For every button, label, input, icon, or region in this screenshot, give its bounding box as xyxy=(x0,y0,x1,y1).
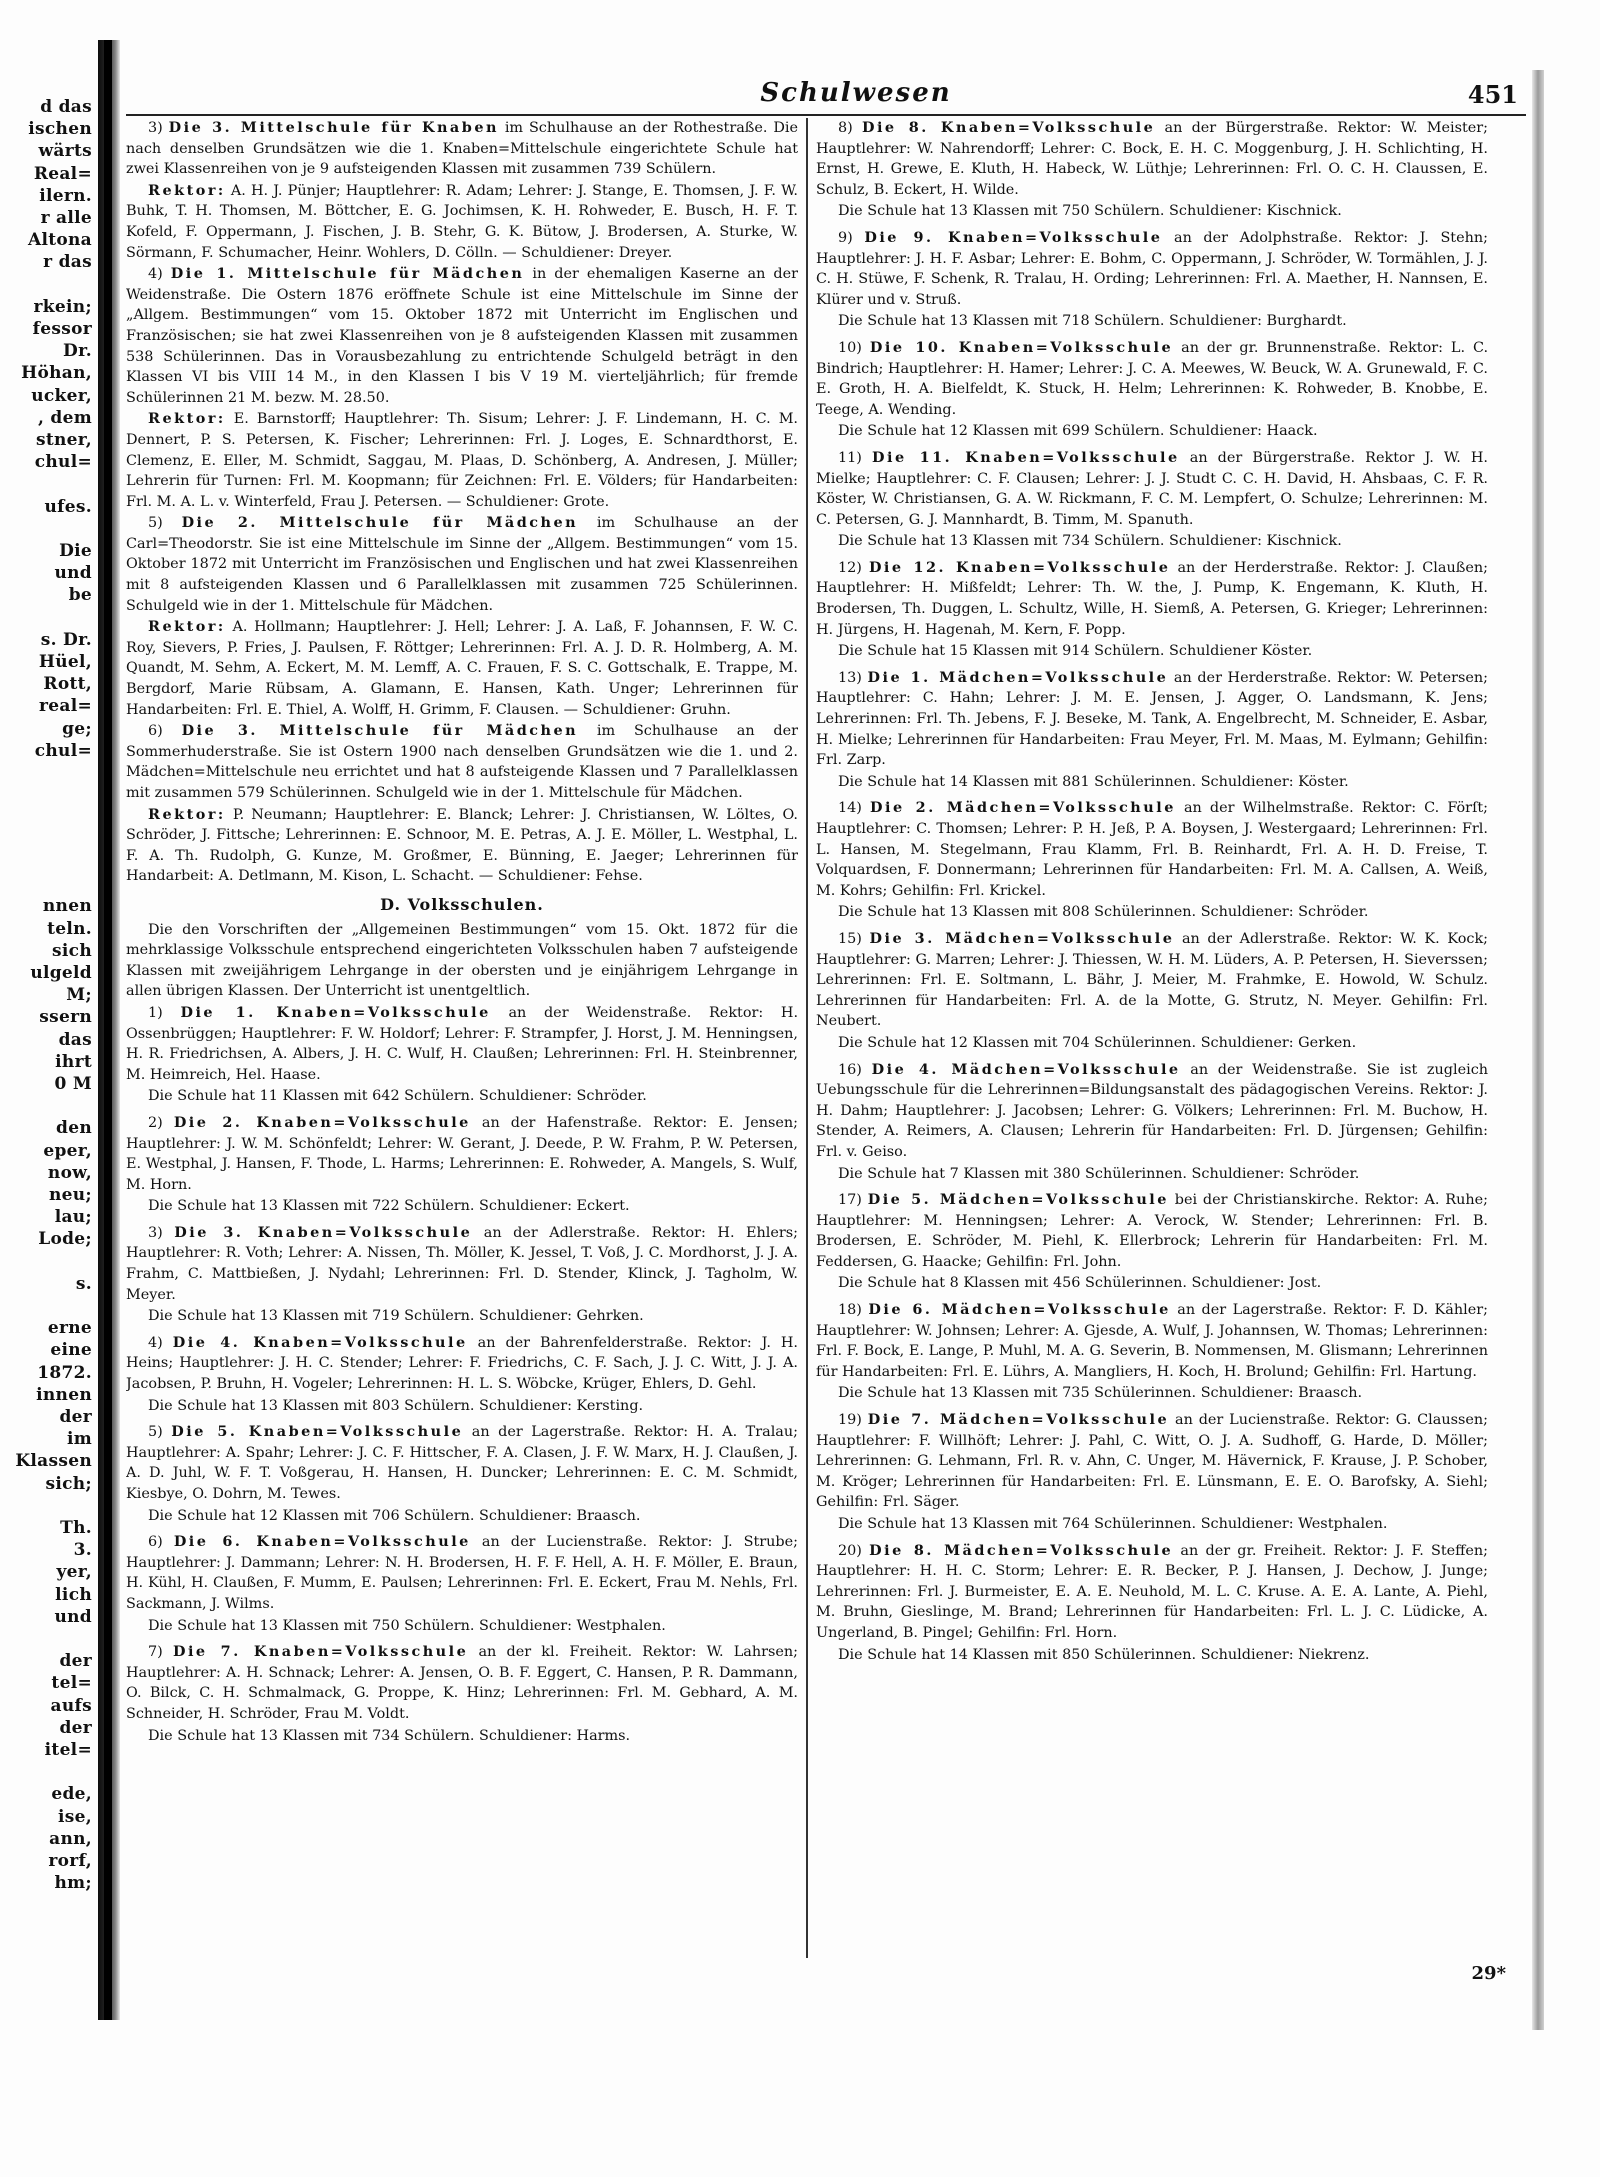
school-stats: Die Schule hat 13 Klassen mit 735 Schülerinnen. Schuldiener: Braasch. xyxy=(838,1385,1363,1402)
margin-fragment-line: erne xyxy=(47,1318,92,1339)
school-stats: Die Schule hat 13 Klassen mit 750 Schülern. Schuldiener: Kischnick. xyxy=(838,203,1342,220)
school-paragraph xyxy=(126,264,798,408)
school-stats: Die Schule hat 12 Klassen mit 699 Schülern. Schuldiener: Haack. xyxy=(838,423,1318,440)
entry-text: an der Bahrenfelderstraße. Rektor: J. H. Heins; Hauptlehrer: J. H. C. Stender; Lehrer: F. Friedrichs, C. F. Sach, J. J. C. Witt, J. J. A. Jacobsen, P. Bruhn, H. Vogeler; Lehrerinnen: H. L. S. Wöbcke, Krüger, Ehlers, D. Gehl. xyxy=(126,1334,798,1393)
margin-fragment-line: Klassen xyxy=(15,1451,92,1472)
entry-text: im Schulhause an der Sommerhuderstraße. Sie ist Ostern 1900 nach denselben Grundsätzen wie die 1. und 2. Mädchen=Mittelschule neu errichtet und hat 8 aufsteigende Klassen und 7 Parallelklassen mit zusammen 579 Schülerinnen. Schulgeld wie in der 1. Mittelschule für Mädchen. xyxy=(126,723,798,801)
entry-number: 14) xyxy=(838,800,862,817)
margin-fragment-line: teln. xyxy=(47,918,92,939)
school-stats: Die Schule hat 13 Klassen mit 722 Schülern. Schuldiener: Eckert. xyxy=(148,1198,630,1215)
entry-number: 6) xyxy=(148,723,163,740)
entry-name: Die 3. Mittelschule für Mädchen xyxy=(181,722,579,740)
school-entry xyxy=(816,118,1488,200)
entry-text: an der Hafenstraße. Rektor: E. Jensen; Hauptlehrer: J. W. M. Schönfeldt; Lehrer: W. Gerant, J. Deede, P. W. Frahm, P. W. Petersen, E. Westphal, J. Hansen, F. Thode, L. Harms; Lehrerinnen: E. Rohweder, A. Mangels, S. Wulf, M. Horn. xyxy=(126,1114,798,1193)
entry-name: Die 3. Mittelschule für Knaben xyxy=(168,119,499,136)
entry-number: 2) xyxy=(148,1114,163,1131)
left-column xyxy=(126,118,798,1958)
entry-name: Die 9. Knaben=Volksschule xyxy=(864,228,1163,246)
margin-fragment-line: real= xyxy=(39,696,92,717)
margin-fragment-line xyxy=(0,518,92,540)
school-stats: Die Schule hat 13 Klassen mit 803 Schülern. Schuldiener: Kersting. xyxy=(148,1397,644,1414)
margin-fragment-line: ischen xyxy=(28,119,92,140)
school-paragraph xyxy=(126,118,798,180)
school-entry xyxy=(816,1541,1488,1644)
school-entry xyxy=(816,338,1488,420)
margin-fragment-line: ilern. xyxy=(39,185,92,206)
school-entry xyxy=(816,558,1488,640)
margin-fragment-line: ulgeld xyxy=(30,962,92,983)
margin-fragment-line xyxy=(0,1628,92,1650)
entry-text: an der Adlerstraße. Rektor: H. Ehlers; Hauptlehrer: R. Voth; Lehrer: A. Nissen, Th. Möller, K. Jessel, T. Voß, J. C. Mordhorst, J. J. A. Frahm, C. Mattbießen, J. Nydahl; Lehrerinnen: Frl. D. Stender, Klinck, J. Tagholm, W. Meyer. xyxy=(126,1224,798,1303)
signature-mark: 29* xyxy=(1471,1963,1506,1984)
section-heading: D. Volksschulen. xyxy=(380,894,544,914)
margin-fragment-line: 0 M xyxy=(54,1073,92,1094)
school-stats: Die Schule hat 13 Klassen mit 719 Schülern. Schuldiener: Gehrken. xyxy=(148,1308,644,1325)
entry-name: Die 2. Knaben=Volksschule xyxy=(173,1113,471,1131)
entry-text: in der ehemaligen Kaserne an der Weidenstraße. Die Ostern 1876 eröffnete Schule ist eine Mittelschule im Sinne der „Allgem. Bestimmungen“ vom 15. Oktober 1872 mit Unterricht im Englischen und Französischen; sie hat zwei Klassenreihen von je 8 aufsteigenden Klassen mit zusammen 538 Schülerinnen. Das in Vorausbezahlung zu entrichtende Schulgeld beträgt in den Klassen VI bis VIII 14 M., in den Klassen I bis V 19 M. vierteljährlich; für fremde Schülerinnen 21 M. bezw. M. 28.50. xyxy=(126,266,798,406)
margin-fragment-line xyxy=(0,829,92,851)
margin-fragment-line: sich xyxy=(52,940,92,961)
margin-fragment-line: eper, xyxy=(43,1140,92,1161)
entry-text: an der Wilhelmstraße. Rektor: C. Förſt; Hauptlehrer: C. Thomsen; Lehrer: P. H. Jeß, P. A. Boysen, J. Westergaard; Lehrerinnen: Frl. L. Hansen, M. Stegelmann, Frau Klamm, Frl. B. Reinhardt, Frl. A. H. D. Freise, T. Volquardsen, F. Donnermann; Lehrerinnen für Handarbeiten: Frl. M. A. Callsen, A. Weiß, M. Kohrs; Gehilfin: Frl. Krickel. xyxy=(816,800,1488,899)
margin-fragment-line: , dem xyxy=(37,407,92,428)
entry-name: Die 1. Mittelschule für Mädchen xyxy=(170,265,525,283)
margin-fragment-line: Real= xyxy=(33,163,92,184)
margin-fragment-line: now, xyxy=(47,1162,92,1183)
column-divider xyxy=(806,118,808,1958)
margin-fragment-line: Altona xyxy=(27,230,92,251)
margin-fragment-line: lich xyxy=(55,1584,92,1605)
margin-fragment-line: Lode; xyxy=(38,1229,92,1250)
margin-fragment-line: Dr. xyxy=(63,341,92,362)
entry-text: an der gr. Freiheit. Rektor: J. F. Steffen; Hauptlehrer: H. H. C. Storm; Lehrer: E. R. Becker, P. J. Hansen, J. Dechow, J. Junge; Lehrerinnen: Frl. J. Burmeister, E. A. E. Neuhold, M. L. C. Kruse. A. E. A. Lante, A. Piehl, M. Bruhn, Gieslinge, M. Brand; Lehrerinnen für Handarbeiten: Frl. L. J. C. Lüdicke, A. Ungerland, B. Pingel; Gehilfin: Frl. Horn. xyxy=(816,1542,1488,1641)
entry-name: Die 5. Mädchen=Volksschule xyxy=(867,1191,1169,1209)
entry-name: Die 2. Mädchen=Volksschule xyxy=(870,799,1176,817)
entry-name: Die 6. Mädchen=Volksschule xyxy=(868,1301,1171,1319)
school-paragraph xyxy=(126,721,798,803)
school-paragraph xyxy=(126,181,798,263)
entry-name: Die 4. Knaben=Volksschule xyxy=(172,1333,468,1351)
entry-text: an der Herderstraße. Rektor: W. Petersen; Hauptlehrer: C. Hahn; Lehrer: J. M. E. Jensen, J. Agger, O. Landsmann, K. Jens; Lehrerinnen: Frl. Th. Jebens, F. J. Beseke, M. Tank, A. Engelbrecht, M. Schneider, E. Asbar, H. Mielke; Lehrerinnen für Handarbeiten: Frau Meyer, Frl. M. Maas, M. Eylmann; Gehilfin: Frl. Zarp. xyxy=(816,669,1488,769)
margin-fragment-line xyxy=(0,274,92,296)
margin-fragment-line: aufs xyxy=(50,1695,92,1716)
margin-fragment-line: d das xyxy=(40,97,92,117)
entry-name: Die 11. Knaben=Volksschule xyxy=(872,448,1180,466)
margin-fragment-line xyxy=(0,1495,92,1517)
margin-fragment-line xyxy=(0,1251,92,1273)
margin-fragment-line: yer, xyxy=(56,1562,92,1583)
margin-fragment-line: Höhan, xyxy=(21,363,92,384)
entry-name: Rektor: xyxy=(148,181,226,199)
margin-fragment-line: den xyxy=(56,1118,92,1139)
margin-fragment-line: eine xyxy=(50,1340,92,1361)
entry-name: Die 1. Mädchen=Volksschule xyxy=(867,668,1169,686)
school-entry xyxy=(816,228,1488,310)
entry-number: 4) xyxy=(148,1334,163,1351)
entry-number: 7) xyxy=(148,1644,163,1661)
entry-number: 5) xyxy=(148,1424,163,1441)
school-paragraph xyxy=(126,805,798,887)
entry-number: 19) xyxy=(838,1412,862,1429)
entry-text: im Schulhause an der Carl=Theodorstr. Sie ist eine Mittelschule im Sinne der „Allgem. Bestimmungen“ vom 15. Oktober 1872 mit Unterricht im Französischen und Englischen und hat zwei Klassenreihen mit 8 aufsteigenden Klassen und 6 Parallelklassen mit zusammen 725 Schülerinnen. Schulgeld wie in der 1. Mittelschule für Mädchen. xyxy=(126,515,798,614)
school-paragraph xyxy=(126,409,798,512)
margin-fragment-line: wärts xyxy=(38,141,92,162)
school-stats: Die Schule hat 14 Klassen mit 850 Schülerinnen. Schuldiener: Niekrenz. xyxy=(838,1646,1370,1663)
entry-text: A. H. J. Pünjer; Hauptlehrer: R. Adam; Lehrer: J. Stange, E. Thomsen, J. F. W. Buhk, T. H. Thomsen, M. Böttcher, E. G. Jochimsen, K. H. Rohweder, E. Busch, H. F. T. Kofeld, F. Oppermann, J. Fischen, J. B. Stehr, G. K. Bütow, J. Brodersen, A. Sturke, W. Sörmann, F. Schumacher, Heinr. Wohlers, D. Cölln. — Schuldiener: Dreyer. xyxy=(126,182,798,261)
right-column xyxy=(816,118,1488,1958)
margin-fragment-line: hm; xyxy=(54,1873,92,1894)
margin-fragment-line xyxy=(0,473,92,495)
entry-text: bei der Christianskirche. Rektor: A. Ruhe; Hauptlehrer: M. Henningsen; Lehrer: A. Verock, W. Stender; Lehrerinnen: Frl. B. Brodersen, E. Schröder, M. Piehl, K. Ellerbrock; Lehrerin für Handarbeiten: Frl. M. Feddersen, G. Haacke; Gehilfin: Frl. John. xyxy=(816,1192,1488,1270)
entry-name: Die 2. Mittelschule für Mädchen xyxy=(181,514,579,532)
entry-text: an der Weidenstraße. Sie ist zugleich Uebungsschule für die Lehrerinnen=Bildungsanstalt des pädagogischen Vereins. Rektor: J. H. Dahm; Hauptlehrer: J. Jacobsen; Lehrer: G. Völkers; Lehrerinnen: Frl. M. Buchow, H. Stender, A. Reimers, A. Clausen; Lehrerin für Handarbeiten: Frl. D. Jürgensen; Gehilfin: Frl. v. Geiso. xyxy=(816,1061,1488,1160)
margin-fragment-line: 3. xyxy=(73,1540,92,1561)
school-stats: Die Schule hat 12 Klassen mit 706 Schülern. Schuldiener: Braasch. xyxy=(148,1507,641,1524)
entry-name: Die 7. Knaben=Volksschule xyxy=(172,1643,469,1661)
school-stats: Die Schule hat 7 Klassen mit 380 Schülerinnen. Schuldiener: Schröder. xyxy=(838,1165,1360,1182)
margin-fragment-line xyxy=(0,1761,92,1783)
school-stats: Die Schule hat 13 Klassen mit 750 Schülern. Schuldiener: Westphalen. xyxy=(148,1617,666,1634)
school-entry xyxy=(816,1410,1488,1513)
running-head xyxy=(126,74,1526,118)
margin-fragment-line: sich; xyxy=(45,1473,92,1494)
school-stats: Die Schule hat 13 Klassen mit 808 Schülerinnen. Schuldiener: Schröder. xyxy=(838,904,1369,921)
school-stats: Die Schule hat 13 Klassen mit 734 Schülern. Schuldiener: Kischnick. xyxy=(838,533,1342,550)
school-entry xyxy=(816,1300,1488,1382)
margin-fragment-line xyxy=(0,851,92,873)
entry-name: Die 3. Mädchen=Volksschule xyxy=(869,929,1175,947)
margin-fragment-line: stner, xyxy=(35,430,92,451)
school-stats: Die Schule hat 13 Klassen mit 734 Schülern. Schuldiener: Harms. xyxy=(148,1727,631,1744)
margin-fragment-line: itel= xyxy=(44,1740,92,1761)
entry-number: 5) xyxy=(148,515,163,532)
margin-fragment-line: und xyxy=(54,563,92,584)
page-number: 451 xyxy=(1467,80,1518,109)
margin-fragment-line: M; xyxy=(66,985,92,1006)
margin-fragment-line: Th. xyxy=(60,1518,92,1538)
margin-fragment-line: ucker, xyxy=(31,385,92,406)
entry-text: an der Adlerstraße. Rektor: W. K. Kock; Hauptlehrer: G. Marren; Lehrer: J. Thiessen, W. H. M. Lüders, A. P. Petersen, H. Sieverssen; Lehrerinnen: Frl. E. Soltmann, L. Bähr, J. Meier, M. Frahmke, E. Howold, W. Schulz. Lehrerinnen für Handarbeiten: Frl. A. de la Motte, G. Strutz, N. Meyer. Gehilfin: Frl. Neubert. xyxy=(816,930,1488,1030)
school-entry xyxy=(816,798,1488,901)
margin-fragment-line: der xyxy=(59,1651,92,1672)
page-edge xyxy=(1532,70,1544,2030)
margin-fragment-line xyxy=(0,762,92,784)
margin-fragment-line: das xyxy=(58,1029,92,1050)
margin-fragment-line xyxy=(0,1295,92,1317)
margin-fragment-line: r das xyxy=(43,252,92,273)
entry-name: Die 4. Mädchen=Volksschule xyxy=(871,1060,1181,1078)
school-entry xyxy=(126,1333,798,1395)
margin-fragment-line xyxy=(0,807,92,829)
margin-fragment-line xyxy=(0,784,92,806)
school-entry xyxy=(126,1003,798,1085)
entry-number: 12) xyxy=(838,559,862,576)
entry-text: an der kl. Freiheit. Rektor: W. Lahrsen; Hauptlehrer: A. H. Schnack; Lehrer: A. Jensen, O. B. F. Eggert, C. Hansen, P. R. Dammann, O. Bilck, C. H. Schmalmack, G. Proppe, K. Hinz; Lehrerinnen: Frl. M. Gebhard, A. M. Schneider, H. Schröder, Frau M. Voldt. xyxy=(126,1644,798,1722)
school-entry xyxy=(126,1532,798,1614)
school-paragraph xyxy=(126,513,798,616)
entry-number: 11) xyxy=(838,449,862,466)
margin-fragment-line: tel= xyxy=(51,1673,92,1694)
document-page xyxy=(126,74,1526,1984)
entry-number: 13) xyxy=(838,669,862,686)
margin-fragment-line: ge; xyxy=(62,718,92,739)
school-entry xyxy=(816,929,1488,1032)
margin-fragment-line xyxy=(0,607,92,629)
margin-fragment-line: ann, xyxy=(49,1828,92,1849)
entry-number: 3) xyxy=(148,120,163,136)
margin-fragment-line: fessor xyxy=(32,319,92,340)
entry-name: Die 10. Knaben=Volksschule xyxy=(869,338,1174,356)
entry-name: Rektor: xyxy=(148,805,226,823)
facing-page-fragment xyxy=(0,96,96,1916)
margin-fragment-line: im xyxy=(66,1429,92,1450)
entry-name: Die 6. Knaben=Volksschule xyxy=(173,1533,471,1551)
entry-number: 10) xyxy=(838,339,862,356)
header-rule xyxy=(126,114,1526,116)
entry-name: Die 3. Knaben=Volksschule xyxy=(174,1223,473,1241)
entry-text: P. Neumann; Hauptlehrer: E. Blanck; Lehrer: J. Christiansen, W. Löltes, O. Schröder, J. Fittsche; Lehrerinnen: E. Schnoor, M. E. Petras, A. J. E. Möller, L. Westphal, L. F. A. Th. Rudolph, G. Kunze, M. Großmer, E. Bünning, E. Jaeger; Lehrerinnen für Handarbeit: A. Detlmann, M. Kison, L. Schacht. — Schuldiener: Fehse. xyxy=(126,806,798,885)
entry-text: an der Herderstraße. Rektor: J. Claußen; Hauptlehrer: H. Mißfeldt; Lehrer: Th. W. the, J. Pump, K. Engemann, K. Kluth, H. Brodersen, Th. Duggen, L. Schultz, Wille, H. Siemß, A. Petersen, G. Krieger; Lehrerinnen: H. Jürgens, H. Hagenah, M. Kern, F. Popp. xyxy=(816,559,1488,638)
school-paragraph xyxy=(126,617,798,720)
entry-text: an der Bürgerstraße. Rektor J. W. H. Mielke; Hauptlehrer: C. F. Clausen; Lehrer: J. J. Studt C. C. H. David, H. Ahsbaas, C. F. R. Köster, W. Christiansen, G. A. W. Rickmann, F. C. M. Lempfert, O. Schulze; Lehrerinnen: M. C. Petersen, G. J. Mannhardt, B. Timm, M. Spanuth. xyxy=(816,449,1488,528)
margin-fragment-line: rkein; xyxy=(33,296,92,317)
school-stats: Die Schule hat 13 Klassen mit 764 Schülerinnen. Schuldiener: Westphalen. xyxy=(838,1516,1388,1532)
school-stats: Die Schule hat 14 Klassen mit 881 Schülerinnen. Schuldiener: Köster. xyxy=(838,773,1349,790)
entry-text: E. Barnstorff; Hauptlehrer: Th. Sisum; Lehrer: J. F. Lindemann, H. C. M. Dennert, P. S. Petersen, K. Fischer; Lehrerinnen: Frl. J. Loges, E. Schnardthorst, E. Clemenz, E. Eller, M. Schmidt, Saggau, M. Plaas, D. Schönberg, A. Andresen, J. Müller; Lehrerin für Turnen: Frl. M. Koopmann; für Zeichnen: Frl. E. Völders; für Handarbeiten: Frl. M. A. L. v. Winterfeld, Frau J. Petersen. — Schuldiener: Grote. xyxy=(126,411,798,510)
school-entry xyxy=(126,1642,798,1724)
entry-number: 9) xyxy=(838,229,853,246)
margin-fragment-line: innen xyxy=(36,1384,92,1405)
margin-fragment-line: der xyxy=(59,1717,92,1738)
book-gutter-core xyxy=(104,40,112,2020)
school-entry xyxy=(816,668,1488,771)
margin-fragment-line: chul= xyxy=(34,452,92,473)
margin-fragment-line: r alle xyxy=(40,208,92,229)
running-title: Schulwesen xyxy=(760,78,952,108)
margin-fragment-line: nnen xyxy=(42,896,92,917)
margin-fragment-line: s. Dr. xyxy=(40,629,92,650)
entry-name: Die 8. Knaben=Volksschule xyxy=(861,119,1156,136)
entry-number: 3) xyxy=(148,1224,163,1241)
entry-text: an der Lucienstraße. Rektor: G. Claussen; Hauptlehrer: F. Willhöft; Lehrer: J. Pahl, C. Witt, O. J. A. Sudhoff, G. Harde, D. Möller; Lehrerinnen: G. Lehmann, Frl. R. v. Ahn, C. Unger, M. Hävernick, F. Krause, J. P. Schober, M. Kröger; Lehrerinnen für Handarbeiten: Frl. E. Lünsmann, E. E. O. Barofsky, A. Siehl; Gehilfin: Frl. Säger. xyxy=(816,1412,1488,1511)
entry-number: 1) xyxy=(148,1004,163,1021)
margin-fragment-line xyxy=(0,1095,92,1117)
entry-name: Die 8. Mädchen=Volksschule xyxy=(869,1541,1174,1559)
entry-number: 16) xyxy=(838,1061,862,1078)
margin-fragment-line: Hüel, xyxy=(38,652,92,673)
school-entry xyxy=(816,448,1488,530)
school-stats: Die Schule hat 12 Klassen mit 704 Schülerinnen. Schuldiener: Gerken. xyxy=(838,1034,1357,1051)
school-entry xyxy=(126,1422,798,1504)
entry-number: 15) xyxy=(838,930,862,947)
school-entry xyxy=(816,1190,1488,1272)
entry-text: an der Lagerstraße. Rektor: F. D. Kähler; Hauptlehrer: W. Johnsen; Lehrer: A. Gjesde, A. Wulf, J. Johannsen, W. Thomas; Lehrerinnen: Frl. F. Bock, E. Lange, P. Muhl, M. A. G. Severin, B. Nommensen, M. Glismann; Lehrerinnen für Handarbeiten: Frl. E. Lührs, A. Mangliers, H. Koch, H. Brolund; Gehilfin: Frl. Hartung. xyxy=(816,1302,1488,1380)
margin-fragment-line: ede, xyxy=(51,1784,92,1805)
entry-number: 20) xyxy=(838,1542,862,1559)
margin-fragment-line: Die xyxy=(59,541,92,562)
margin-fragment-line: rorf, xyxy=(48,1851,92,1872)
entry-name: Die 7. Mädchen=Volksschule xyxy=(867,1411,1170,1429)
margin-fragment-line: ihrt xyxy=(55,1051,92,1072)
entry-number: 4) xyxy=(148,266,163,283)
margin-fragment-line: Rott, xyxy=(43,674,92,695)
school-stats: Die Schule hat 8 Klassen mit 456 Schülerinnen. Schuldiener: Jost. xyxy=(838,1275,1322,1292)
margin-fragment-line: der xyxy=(59,1406,92,1427)
entry-name: Rektor: xyxy=(148,410,226,428)
entry-name: Rektor: xyxy=(148,618,226,636)
entry-number: 6) xyxy=(148,1534,163,1551)
margin-fragment-line: be xyxy=(68,585,92,606)
entry-text: an der gr. Brunnenstraße. Rektor: L. C. Bindrich; Hauptlehrer: H. Hamer; Lehrer: J. C. A. Meewes, W. Beuck, W. A. Grunewald, F. C. E. Groth, H. A. Bielfeldt, K. Stuck, H. Helm; Lehrerinnen: K. Rohweder, B. Knobbe, E. Teege, A. Wending. xyxy=(816,339,1488,418)
entry-text: an der Bürgerstraße. Rektor: W. Meister; Hauptlehrer: W. Nahrendorff; Lehrer: C. Bock, E. H. C. Moggenburg, J. H. Schlichting, H. Ernst, H. Grewe, E. Kluth, H. Habeck, W. Lüthje; Lehrerinnen: Frl. O. C. H. Claussen, E. Schulz, B. Eckert, H. Wilde. xyxy=(816,120,1488,198)
entry-text: im Schulhause an der Rothestraße. Die nach denselben Grundsätzen wie die 1. Knaben=Mittelschule eingerichtete Schule hat zwei Klassenreihen von je 9 aufsteigenden Klassen mit zusammen 739 Schülern. xyxy=(126,120,798,178)
entry-text: an der Adolphstraße. Rektor: J. Stehn; Hauptlehrer: J. H. F. Asbar; Lehrer: E. Bohm, C. Oppermann, J. Schröder, W. Tormählen, J. J. C. H. Stüwe, F. Schenk, R. Tralau, H. Ording; Lehrerinnen: Frl. A. Maether, H. Nannsen, E. Klürer und v. Struß. xyxy=(816,229,1488,308)
entry-number: 17) xyxy=(838,1192,862,1209)
margin-fragment-line: 1872. xyxy=(37,1362,92,1383)
entry-number: 18) xyxy=(838,1302,862,1319)
section-intro: Die den Vorschriften der „Allgemeinen Bestimmungen“ vom 15. Okt. 1872 für die mehrklassige Volksschule entsprechend eingerichteten Volksschulen haben 7 aufsteigende Klassen mit zweijährigem Lehrgange in der obersten und je einjährigem Lehrgange in allen übrigen Klassen. Der Unterricht ist unentgeltlich. xyxy=(126,921,798,1000)
school-entry xyxy=(816,1060,1488,1163)
entry-text: an der Lagerstraße. Rektor: H. A. Tralau; Hauptlehrer: A. Spahr; Lehrer: J. C. F. Hittscher, F. A. Clasen, J. F. W. Marx, H. J. Claußen, J. A. D. Juhl, W. F. T. Voßgerau, H. Hansen, H. Duncker; Lehrerinnen: E. C. M. Schmidt, Kiesbye, O. Dohrn, M. Tewes. xyxy=(126,1424,798,1502)
school-entry xyxy=(126,1113,798,1195)
margin-fragment-line: ssern xyxy=(39,1007,92,1028)
entry-name: Die 1. Knaben=Volksschule xyxy=(180,1003,491,1021)
entry-name: Die 12. Knaben=Volksschule xyxy=(868,558,1171,576)
margin-fragment-line: neu; xyxy=(48,1184,92,1205)
margin-fragment-line: lau; xyxy=(54,1207,92,1228)
margin-fragment-line xyxy=(0,873,92,895)
entry-text: an der Weidenstraße. Rektor: H. Ossenbrüggen; Hauptlehrer: F. W. Holdorf; Lehrer: F. Strampfer, J. Horst, J. M. Henningsen, H. R. Friedrichsen, A. Albers, J. H. C. Wulf, H. Claußen; Lehrerinnen: Frl. H. Steinbrenner, M. Heimreich, Hel. Haase. xyxy=(126,1004,798,1083)
margin-fragment-line: und xyxy=(54,1606,92,1627)
margin-fragment-line: chul= xyxy=(34,740,92,761)
margin-fragment-line: ufes. xyxy=(44,496,92,517)
entry-name: Die 5. Knaben=Volksschule xyxy=(171,1423,464,1441)
entry-text: an der Lucienstraße. Rektor: J. Strube; Hauptlehrer: J. Dammann; Lehrer: N. H. Brodersen, H. F. F. Hell, A. H. F. Möller, E. Braun, H. Kühl, H. Claußen, F. Mumm, E. Paulsen; Lehrerinnen: Frl. E. Eckert, Frau M. Nehls, Frl. Sackmann, J. Wilms. xyxy=(126,1534,798,1612)
entry-text: A. Hollmann; Hauptlehrer: J. Hell; Lehrer: J. A. Laß, F. Johannsen, F. W. C. Roy, Sievers, P. Fries, J. Paulsen, F. Röttger; Lehrerinnen: Frl. A. J. D. R. Holmberg, A. M. Quandt, M. Sehm, A. Eckert, M. M. Lemff, A. C. Frauen, F. S. C. Gottschalk, E. Trappe, M. Bergdorf, Marie Rübsam, A. Glamann, E. Hansen, Kath. Unger; Lehrerinnen für Handarbeiten: Frl. E. Thiel, A. Wolff, H. Grimm, F. Clausen. — Schuldiener: Gruhn. xyxy=(126,619,798,718)
school-stats: Die Schule hat 11 Klassen mit 642 Schülern. Schuldiener: Schröder. xyxy=(148,1088,647,1105)
school-entry xyxy=(126,1223,798,1305)
school-stats: Die Schule hat 13 Klassen mit 718 Schülern. Schuldiener: Burghardt. xyxy=(838,313,1347,330)
margin-fragment-line: ise, xyxy=(58,1806,92,1827)
margin-fragment-line: s. xyxy=(75,1273,92,1294)
school-stats: Die Schule hat 15 Klassen mit 914 Schülern. Schuldiener Köster. xyxy=(838,643,1313,660)
entry-number: 8) xyxy=(838,120,853,136)
